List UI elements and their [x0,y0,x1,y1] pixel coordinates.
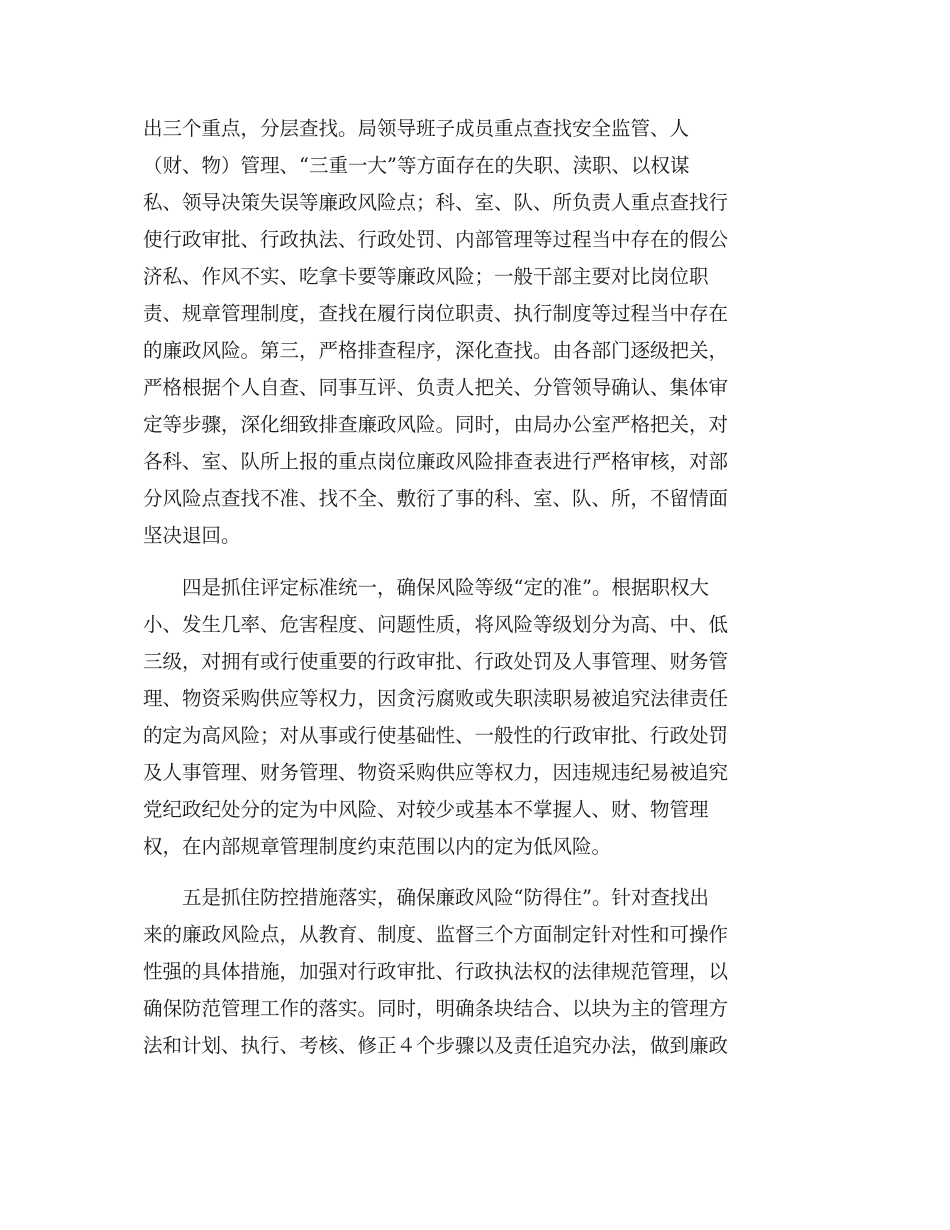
text-line: 严格根据个人自查、同事互评、负责人把关、分管领导确认、集体审 [143,376,729,399]
text-line: 小、发生几率、危害程度、问题性质，将风险等级划分为高、中、低 [143,613,729,636]
text-line: 坚决退回。 [143,524,241,547]
text-line: 理、物资采购供应等权力，因贪污腐败或失职渎职易被追究法律责任 [143,687,729,710]
text-line: 的定为高风险；对从事或行使基础性、一般性的行政审批、行政处罚 [143,724,729,747]
text-line: （财、物）管理、“三重一大”等方面存在的失职、渎职、以权谋 [143,154,690,177]
text-line: 责、规章管理制度，查找在履行岗位职责、执行制度等过程当中存在 [143,302,729,325]
paragraph-risk-grading [143,569,813,865]
text-line: 的廉政风险。第三，严格排查程序，深化查找。由各部门逐级把关， [143,339,729,362]
text-line: 确保防范管理工作的落实。同时，明确条块结合、以块为主的管理方 [143,997,729,1020]
text-line: 各科、室、队所上报的重点岗位廉政风险排查表进行严格审核，对部 [143,450,729,473]
paragraph-prevention-measures [143,879,813,1064]
text-line: 五是抓住防控措施落实，确保廉政风险“防得住”。针对查找出 [143,886,709,909]
text-line: 分风险点查找不准、找不全、敷衍了事的科、室、队、所，不留情面 [143,487,729,510]
text-line: 三级，对拥有或行使重要的行政审批、行政处罚及人事管理、财务管 [143,650,729,673]
text-line: 及人事管理、财务管理、物资采购供应等权力，因违规违纪易被追究 [143,761,729,784]
text-line: 出三个重点，分层查找。局领导班子成员重点查找安全监管、人 [143,117,690,140]
text-line: 定等步骤，深化细致排查廉政风险。同时，由局办公室严格把关，对 [143,413,729,436]
text-line: 权，在内部规章管理制度约束范围以内的定为低风险。 [143,835,612,858]
text-line: 四是抓住评定标准统一，确保风险等级“定的准”。根据职权大 [143,576,709,599]
text-line: 济私、作风不实、吃拿卡要等廉政风险；一般干部主要对比岗位职 [143,265,709,288]
paragraph-risk-lookup [143,110,813,554]
text-line: 使行政审批、行政执法、行政处罚、内部管理等过程当中存在的假公 [143,228,729,251]
text-line: 党纪政纪处分的定为中风险、对较少或基本不掌握人、财、物管理 [143,798,709,821]
text-line: 性强的具体措施，加强对行政审批、行政执法权的法律规范管理，以 [143,960,729,983]
text-line: 来的廉政风险点，从教育、制度、监督三个方面制定针对性和可操作 [143,923,729,946]
text-line: 法和计划、执行、考核、修正４个步骤以及责任追究办法，做到廉政 [143,1034,729,1057]
text-line: 私、领导决策失误等廉政风险点；科、室、队、所负责人重点查找行 [143,191,729,214]
